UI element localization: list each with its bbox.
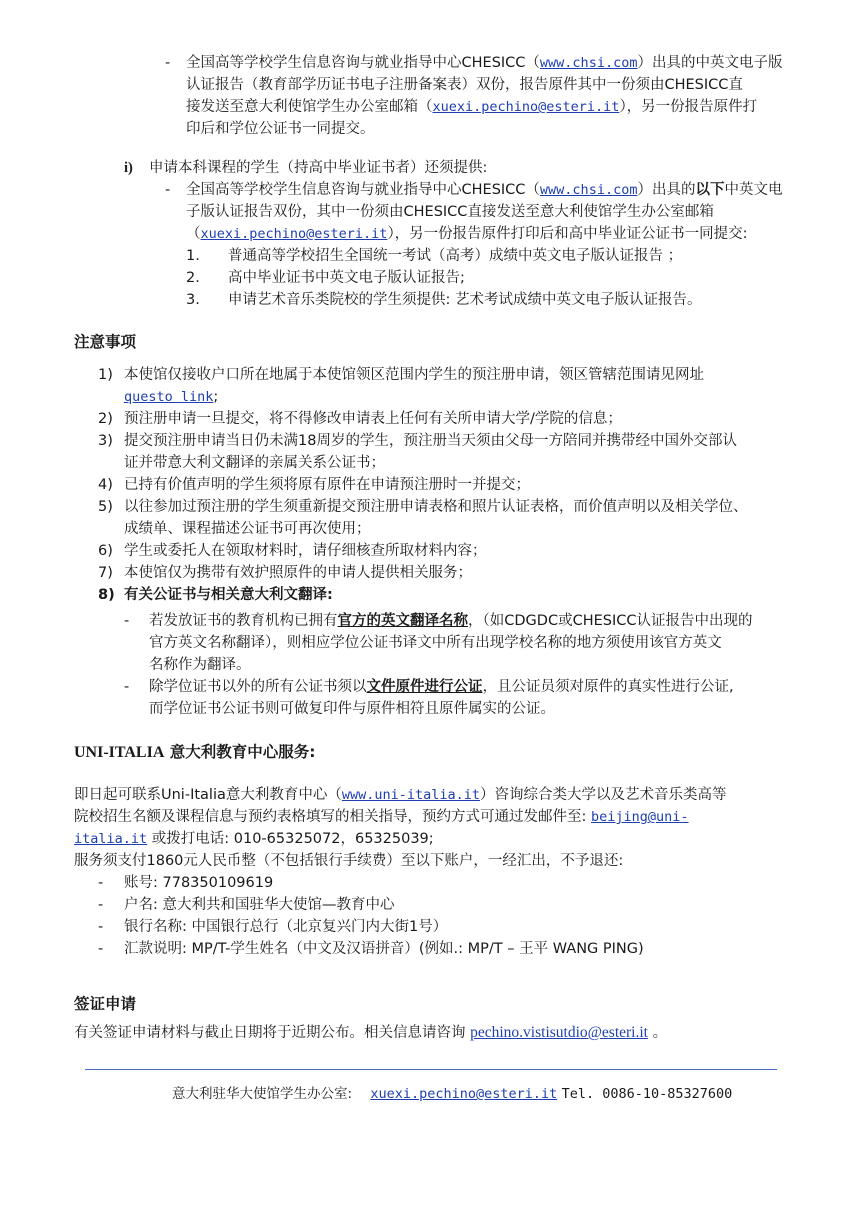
text-line: 认证报告（教育部学历证书电子注册备案表）双份，报告原件其中一份须由CHESICC直 — [186, 77, 743, 93]
text-line: 印后和学位公证书一同提交。 — [186, 121, 375, 137]
student-office-email-link[interactable]: xuexi.pechino@esteri.it — [432, 99, 620, 115]
list-item: 1) 本使馆仅接收户口所在地属于本使馆领区范围内学生的预注册申请，领区管辖范围请见网址 questo link; — [98, 367, 704, 405]
list-item: 6) 学生或委托人在领取材料时，请仔细核查所取材料内容； — [98, 543, 487, 559]
list-dash: - — [165, 182, 171, 198]
list-item: - 汇款说明: MP/T-学生姓名（中文及汉语拼音）(例如.: MP/T – 王平 WANG PING) — [98, 941, 644, 957]
list-item: - 银行名称: 中国银行总行（北京复兴门内大街1号） — [98, 919, 448, 935]
text-line: 服务须支付1860元人民币整（不包括银行手续费）至以下账户，一经汇出，不予退还: — [74, 853, 624, 869]
questo-link[interactable]: questo link — [124, 389, 214, 405]
list-dash: - — [165, 55, 171, 71]
list-item: 3) 提交预注册申请当日仍未满18周岁的学生，预注册当天须由父母一方陪同并携带经中国外交部认 证并带意大利文翻译的亲属关系公证书； — [98, 433, 737, 471]
text-line: 子版认证报告双份，其中一份须由CHESICC直接发送至意大利使馆学生办公室邮箱 — [186, 204, 714, 220]
list-item: 2) 预注册申请一旦提交，将不得修改申请表上任何有关所申请大学/学院的信息； — [98, 411, 622, 427]
notes-list — [98, 364, 818, 606]
section-i — [124, 157, 844, 179]
list-item: - 户名: 意大利共和国驻华大使馆—教育中心 — [98, 897, 395, 913]
text-line: 全国高等学校学生信息咨询与就业指导中心CHESICC（www.chsi.com）出具的中英文电子版 — [186, 55, 783, 71]
list-item: 7) 本使馆仅为携带有效护照原件的申请人提供相关服务； — [98, 565, 472, 581]
uni-italia-site-link[interactable]: www.uni-italia.it — [341, 787, 481, 803]
student-office-email-link[interactable]: xuexi.pechino@esteri.it — [200, 226, 388, 242]
footer — [172, 1083, 772, 1105]
bank-details-list — [98, 872, 798, 960]
list-item: - 账号: 778350109619 — [98, 875, 274, 891]
footer-label: 意大利驻华大使馆学生办公室: — [172, 1086, 353, 1102]
section-i-item — [165, 179, 845, 245]
chsi-link[interactable]: www.chsi.com — [539, 182, 638, 198]
text-line: 即日起可联系Uni-Italia意大利教育中心（www.uni-italia.it）咨询综合类大学以及艺术音乐类高等 — [74, 787, 727, 803]
uni-italia-body — [74, 784, 804, 872]
visa-email-link[interactable]: pechino.vistisutdio@esteri.it — [470, 1024, 648, 1041]
footer-divider — [85, 1069, 777, 1070]
chsi-link[interactable]: www.chsi.com — [539, 55, 638, 71]
text-line: italia.it 或拨打电话: 010-65325072，65325039; — [74, 831, 434, 847]
footer-tel: Tel. 0086-10-85327600 — [561, 1086, 733, 1102]
chsi-report-item — [165, 52, 825, 140]
list-item: 1. 普通高等学校招生全国统一考试（高考）成绩中英文电子版认证报告 ； — [186, 248, 683, 264]
notarization-sublist — [124, 610, 824, 720]
list-item: 4) 已持有价值声明的学生须将原有原件在申请预注册时一并提交； — [98, 477, 530, 493]
text-line: 接发送至意大利使馆学生办公室邮箱（xuexi.pechino@esteri.it），另一份报告原件打 — [186, 99, 758, 115]
list-item: 3. 申请艺术音乐类院校的学生须提供: 艺术考试成绩中英文电子版认证报告。 — [186, 292, 702, 308]
uni-italia-email-link-cont[interactable]: italia.it — [74, 831, 148, 847]
notes-title: 注意事项 — [74, 333, 137, 351]
visa-text: 有关签证申请材料与截止日期将于近期公布。相关信息请咨询 pechino.vistisutdio@esteri.it 。 — [74, 1024, 668, 1041]
list-item: 8) 有关公证书与相关意大利文翻译: — [98, 587, 333, 603]
uni-italia-email-link[interactable]: beijing@uni- — [591, 809, 689, 825]
section-i-heading: 申请本科课程的学生（持高中毕业证书者）还须提供: — [149, 160, 488, 176]
text-line: 全国高等学校学生信息咨询与就业指导中心CHESICC（www.chsi.com）出具的以下中英文电 — [186, 182, 783, 198]
text-line: 院校招生名额及课程信息与预约表格填写的相关指导，预约方式可通过发邮件至: beijing@uni- — [74, 809, 689, 825]
text-line: （xuexi.pechino@esteri.it），另一份报告原件打印后和高中毕业证公证书一同提交: — [186, 226, 748, 242]
list-item: 5) 以往参加过预注册的学生须重新提交预注册申请表格和照片认证表格，而价值声明以及相关学位、 成绩单、课程描述公证书可再次使用； — [98, 499, 748, 537]
section-i-sublist — [186, 245, 826, 311]
list-item: 2. 高中毕业证书中英文电子版认证报告; — [186, 270, 465, 286]
list-item: - 若发放证书的教育机构已拥有官方的英文翻译名称，（如CDGDC或CHESICC认证报告中出现的 官方英文名称翻译），则相应学位公证书译文中所有出现学校名称的地方须使用该官方英文 名称作为翻译。 — [124, 613, 753, 673]
visa-title: 签证申请 — [74, 995, 137, 1013]
list-item: - 除学位证书以外的所有公证书须以文件原件进行公证，且公证员须对原件的真实性进行公证, 而学位证书公证书则可做复印件与原件相符且原件属实的公证。 — [124, 679, 734, 717]
footer-email-link[interactable]: xuexi.pechino@esteri.it — [370, 1086, 558, 1102]
uni-italia-title: UNI-ITALIA 意大利教育中心服务: — [74, 743, 316, 761]
section-marker: i) — [124, 160, 133, 176]
